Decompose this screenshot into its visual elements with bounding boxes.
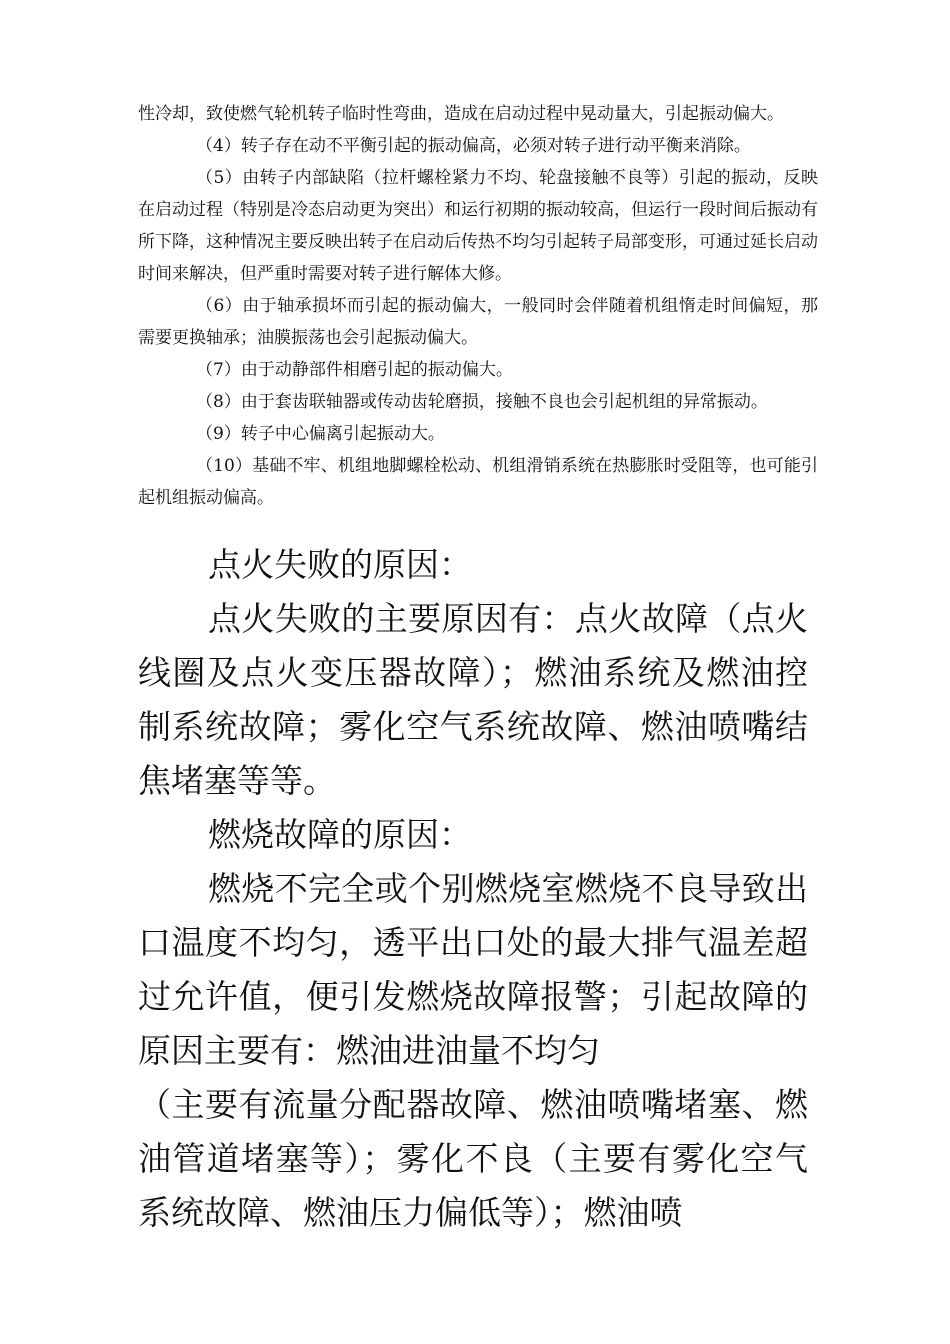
paragraph-item-8: （8）由于套齿联轴器或传动齿轮磨损，接触不良也会引起机组的异常振动。 bbox=[196, 392, 768, 412]
heading-combustion-fault: 燃烧故障的原因： bbox=[208, 815, 472, 854]
paragraph-item-9: （9）转子中心偏离引起振动大。 bbox=[196, 424, 445, 444]
vibration-causes-section bbox=[138, 98, 818, 514]
heading-ignition-failure: 点火失败的原因： bbox=[208, 545, 472, 584]
paragraph-ignition-failure: 点火失败的主要原因有：点火故障（点火线圈及点火变压器故障）；燃油系统及燃油控制系统故障；雾化空气系统故障、燃油喷嘴结焦堵塞等等。 bbox=[138, 599, 808, 800]
paragraph-item-7: （7）由于动静部件相磨引起的振动偏大。 bbox=[196, 360, 513, 380]
paragraph-item-10: （10）基础不牢、机组地脚螺栓松动、机组滑销系统在热膨胀时受阻等，也可能引起机组振动偏高。 bbox=[138, 456, 818, 508]
paragraph-combustion-fault: 燃烧不完全或个别燃烧室燃烧不良导致出口温度不均匀，透平出口处的最大排气温差超过允许值，便引发燃烧故障报警；引起故障的原因主要有：燃油进油量不均匀 bbox=[138, 869, 808, 1070]
paragraph-item-4: （4）转子存在动不平衡引起的振动偏高，必须对转子进行动平衡来消除。 bbox=[196, 136, 751, 156]
paragraph-combustion-fault-continued: （主要有流量分配器故障、燃油喷嘴堵塞、燃油管道堵塞等）；雾化不良（主要有雾化空气系统故障、燃油压力偏低等）；燃油喷 bbox=[138, 1085, 808, 1232]
paragraph-item-5: （5）由转子内部缺陷（拉杆螺栓紧力不均、轮盘接触不良等）引起的振动，反映在启动过程（特别是冷态启动更为突出）和运行初期的振动较高，但运行一段时间后振动有所下降，这种情况主要反映出转子在启动后传热不均匀引起转子局部变形，可通过延长启动时间来解决，但严重时需要对转子进行解体大修。 bbox=[138, 168, 818, 284]
paragraph-item-6: （6）由于轴承损坏而引起的振动偏大，一般同时会伴随着机组惰走时间偏短，那需要更换轴承；油膜振荡也会引起振动偏大。 bbox=[138, 296, 818, 348]
ignition-combustion-section bbox=[138, 538, 808, 1240]
paragraph-continuation: 性冷却，致使燃气轮机转子临时性弯曲，造成在启动过程中晃动量大，引起振动偏大。 bbox=[138, 104, 784, 124]
